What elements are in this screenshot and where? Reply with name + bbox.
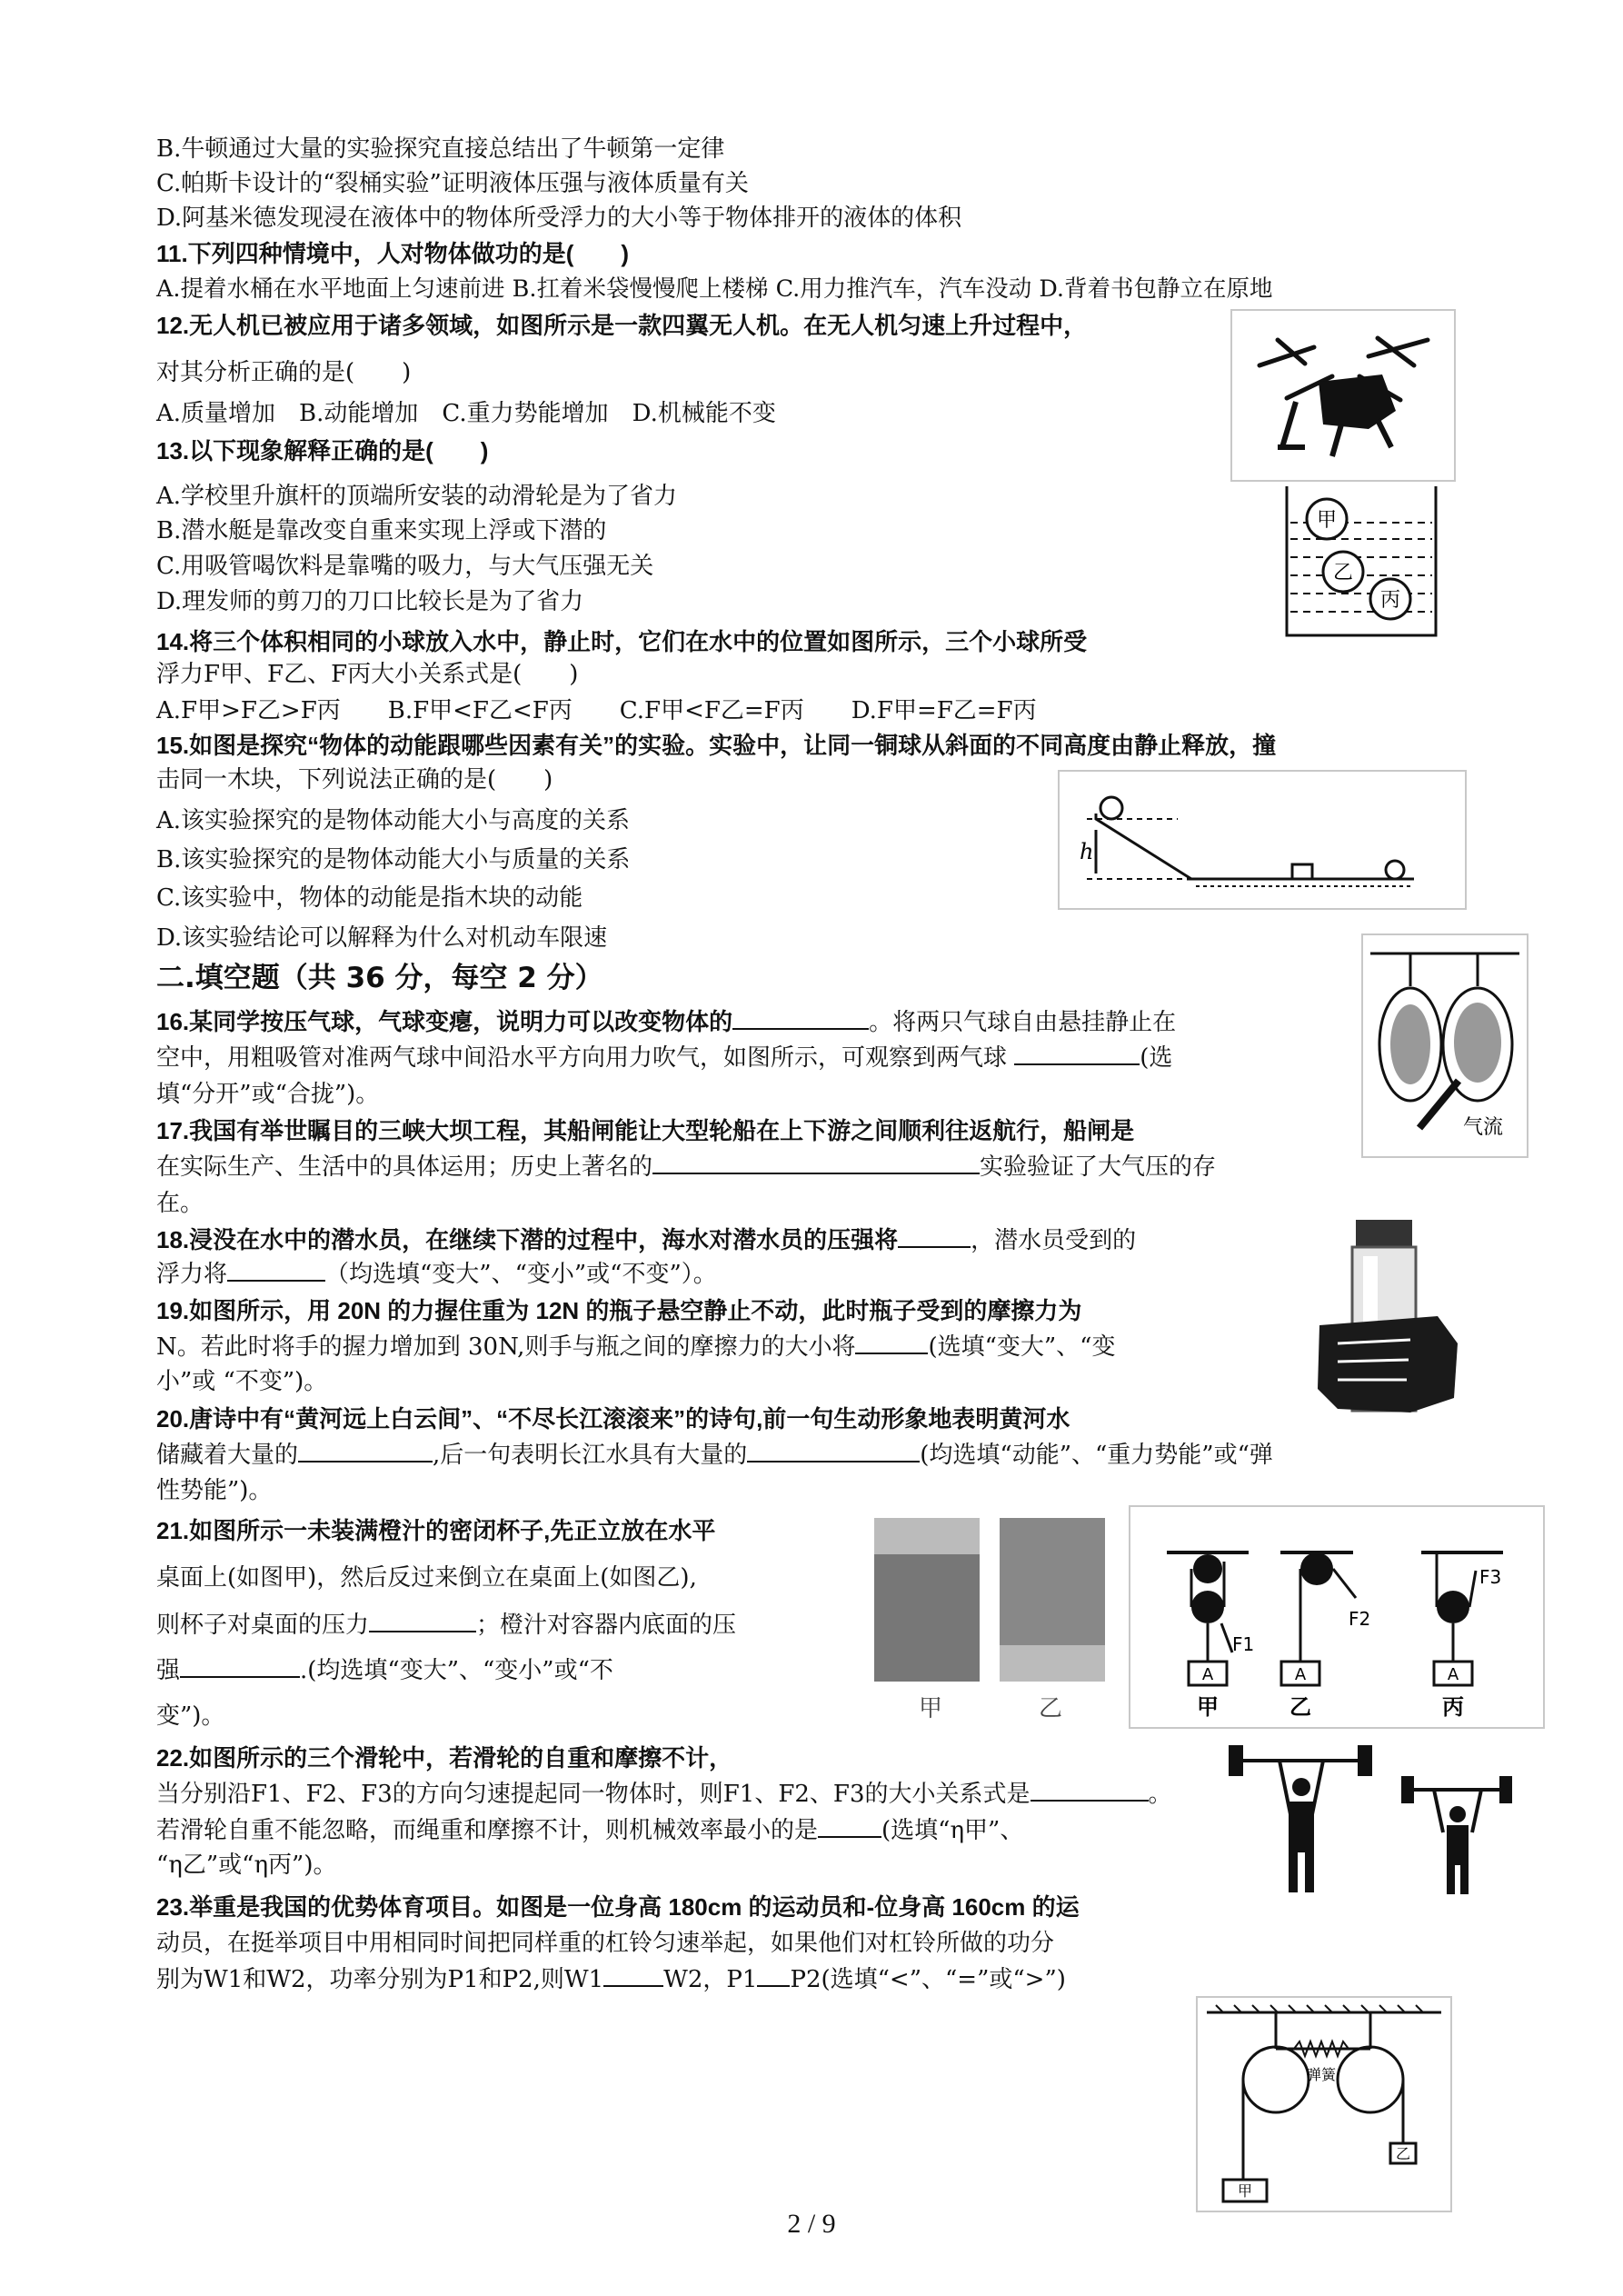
question-22-line4: “η乙”或“η丙”)。 bbox=[156, 1852, 337, 1879]
question-15-option-b: B.该实验探究的是物体动能大小与质量的关系 bbox=[156, 846, 631, 873]
question-15-line1: 15.如图是探究“物体的动能跟哪些因素有关”的实验。实验中，让同一铜球从斜面的不同高度由静止释放，撞 bbox=[156, 732, 1277, 759]
question-12-line1: 12.无人机已被应用于诸多领域，如图所示是一款四翼无人机。在无人机匀速上升过程中， bbox=[156, 312, 1088, 339]
question-12-line2: 对其分析正确的是( ) bbox=[156, 359, 412, 386]
question-13-option-b: B.潜水艇是靠改变自重来实现上浮或下潜的 bbox=[156, 517, 607, 544]
airflow-label: 气流 bbox=[1463, 1116, 1504, 1139]
incline-figure bbox=[1058, 770, 1467, 910]
question-19-line3: 小”或 “不变”)。 bbox=[156, 1368, 328, 1395]
question-16-line1: 16.某同学按压气球，气球变瘪，说明力可以改变物体的 。将两只气球自由悬挂静止在 bbox=[156, 1008, 1177, 1036]
cup-b-label: 乙 bbox=[1038, 1695, 1063, 1722]
question-11-options: A.提着水桶在水平地面上匀速前进 B.扛着米袋慢慢爬上楼梯 C.用力推汽车，汽车没动 D.背着书包静立在原地 bbox=[156, 275, 1273, 303]
cups-figure bbox=[856, 1491, 1127, 1732]
ball-c-label: 丙 bbox=[1379, 589, 1401, 612]
question-21-line3: 则杯子对桌面的压力 ；橙汁对容器内底面的压 bbox=[156, 1612, 737, 1639]
question-11: 11.下列四种情境中，人对物体做功的是( ) bbox=[156, 240, 630, 267]
question-17-line2: 在实际生产、生活中的具体运用；历史上著名的 实验验证了大气压的存 bbox=[156, 1153, 1217, 1181]
block-b-label: 乙 bbox=[1395, 2145, 1411, 2162]
force-f3-label: F3 bbox=[1479, 1566, 1502, 1588]
pulley-c-caption: 丙 bbox=[1442, 1694, 1464, 1720]
question-22-line2: 当分别沿F1、F2、F3的方向匀速提起同一物体时，则F1、F2、F3的大小关系式是 。 bbox=[156, 1781, 1172, 1808]
section-heading-fill-in: 二.填空题（共 36 分，每空 2 分） bbox=[156, 962, 603, 994]
question-15-option-d: D.该实验结论可以解释为什么对机动车限速 bbox=[156, 924, 608, 952]
force-f2-label: F2 bbox=[1349, 1608, 1371, 1630]
question-21-line5: 变”)。 bbox=[156, 1702, 225, 1730]
question-12-options: A.质量增加 B.动能增加 C.重力势能增加 D.机械能不变 bbox=[156, 400, 776, 427]
balloons-figure bbox=[1361, 933, 1528, 1158]
question-19-line2: N。若此时将手的握力增加到 30N,则手与瓶之间的摩擦力的大小将 (选填“变大”、“变 bbox=[156, 1333, 1116, 1361]
question-23-line3: 别为W1和W2，功率分别为P1和P2,则W1 W2，P1 P2(选填“<”、“=”或“>”) bbox=[156, 1966, 1066, 1993]
question-15-option-a: A.该实验探究的是物体动能大小与高度的关系 bbox=[156, 807, 631, 834]
pulley-b-block: A bbox=[1294, 1665, 1307, 1684]
question-14-line2: 浮力F甲、F乙、F丙大小关系式是( ) bbox=[156, 661, 579, 688]
question-14-line1: 14.将三个体积相同的小球放入水中，静止时，它们在水中的位置如图所示，三个小球所受 bbox=[156, 628, 1088, 655]
question-20-line2: 储藏着大量的 ,后一句表明长江水具有大量的 (均选填“动能”、“重力势能”或“弹 bbox=[156, 1442, 1273, 1469]
question-22-line3: 若滑轮自重不能忽略，而绳重和摩擦不计，则机械效率最小的是 (选填“η甲”、 bbox=[156, 1817, 1024, 1844]
question-15-line2: 击同一木块，下列说法正确的是( ) bbox=[156, 766, 553, 794]
question-16-line2: 空中，用粗吸管对准两气球中间沿水平方向用力吹气，如图所示，可观察到两气球 (选 bbox=[156, 1044, 1173, 1072]
option-d-archimedes: D.阿基米德发现浸在液体中的物体所受浮力的大小等于物体排开的液体的体积 bbox=[156, 205, 962, 232]
question-13: 13.以下现象解释正确的是( ) bbox=[156, 437, 489, 464]
question-23-line2: 动员，在挺举项目中用相同时间把同样重的杠铃匀速举起，如果他们对杠铃所做的功分 bbox=[156, 1930, 1055, 1957]
spring-pulley-figure bbox=[1196, 1996, 1452, 2212]
question-15-option-c: C.该实验中，物体的动能是指木块的动能 bbox=[156, 884, 583, 912]
question-17-line1: 17.我国有举世瞩目的三峡大坝工程，其船闸能让大型轮船在上下游之间顺利往返航行，船闸是 bbox=[156, 1117, 1135, 1144]
drone-figure bbox=[1230, 309, 1456, 482]
question-21-line1: 21.如图所示一未装满橙汁的密闭杯子,先正立放在水平 bbox=[156, 1517, 716, 1544]
cup-a-label: 甲 bbox=[918, 1695, 943, 1722]
question-20-line1: 20.唐诗中有“黄河远上白云间”、“不尽长江滚滚来”的诗句,前一句生动形象地表明黄河水 bbox=[156, 1405, 1070, 1433]
option-c-pascal: C.帕斯卡设计的“裂桶实验”证明液体压强与液体质量有关 bbox=[156, 170, 749, 197]
question-19-line1: 19.如图所示，用 20N 的力握住重为 12N 的瓶子悬空静止不动，此时瓶子受到的摩擦力为 bbox=[156, 1297, 1082, 1324]
floating-balls-figure bbox=[1283, 483, 1439, 639]
page-number: 2 / 9 bbox=[787, 2209, 836, 2239]
question-18-line2: 浮力将 （均选填“变大”、“变小”或“不变”）。 bbox=[156, 1261, 717, 1288]
height-label: h bbox=[1080, 839, 1094, 864]
weightlifters-figure bbox=[1225, 1732, 1514, 1900]
pulley-c-block: A bbox=[1447, 1665, 1459, 1684]
question-16-line3: 填“分开”或“合拢”)。 bbox=[156, 1081, 380, 1108]
pulley-b-caption: 乙 bbox=[1289, 1694, 1311, 1720]
question-17-line3: 在。 bbox=[156, 1190, 204, 1217]
question-13-option-d: D.理发师的剪刀的刀口比较长是为了省力 bbox=[156, 588, 584, 615]
ball-b-label: 乙 bbox=[1332, 562, 1354, 584]
question-14-options: A.F甲>F乙>F丙 B.F甲<F乙<F丙 C.F甲<F乙=F丙 D.F甲=F乙=F丙 bbox=[156, 697, 1037, 724]
bottle-hand-figure bbox=[1301, 1216, 1463, 1418]
pulleys-figure bbox=[1129, 1505, 1545, 1729]
question-21-line2: 桌面上(如图甲)，然后反过来倒立在桌面上(如图乙), bbox=[156, 1564, 697, 1592]
pulley-a-block: A bbox=[1201, 1665, 1214, 1684]
question-20-line3: 性势能”)。 bbox=[156, 1477, 273, 1504]
question-13-option-c: C.用吸管喝饮料是靠嘴的吸力，与大气压强无关 bbox=[156, 553, 654, 580]
option-b-newton: B.牛顿通过大量的实验探究直接总结出了牛顿第一定律 bbox=[156, 135, 725, 163]
block-a-label: 甲 bbox=[1237, 2182, 1253, 2200]
question-18-line1: 18.浸没在水中的潜水员，在继续下潜的过程中，海水对潜水员的压强将 ，潜水员受到的 bbox=[156, 1226, 1137, 1254]
pulley-a-caption: 甲 bbox=[1197, 1694, 1219, 1720]
ball-a-label: 甲 bbox=[1316, 509, 1338, 532]
question-13-option-a: A.学校里升旗杆的顶端所安装的动滑轮是为了省力 bbox=[156, 483, 678, 510]
question-21-line4: 强 .(均选填“变大”、“变小”或“不 bbox=[156, 1657, 613, 1684]
question-23-line1: 23.举重是我国的优势体育项目。如图是一位身高 180cm 的运动员和-位身高 160cm 的运 bbox=[156, 1893, 1080, 1921]
question-22-line1: 22.如图所示的三个滑轮中，若滑轮的自重和摩擦不计， bbox=[156, 1744, 733, 1772]
force-f1-label: F1 bbox=[1232, 1633, 1255, 1655]
spring-label: 弹簧 bbox=[1306, 2066, 1337, 2083]
